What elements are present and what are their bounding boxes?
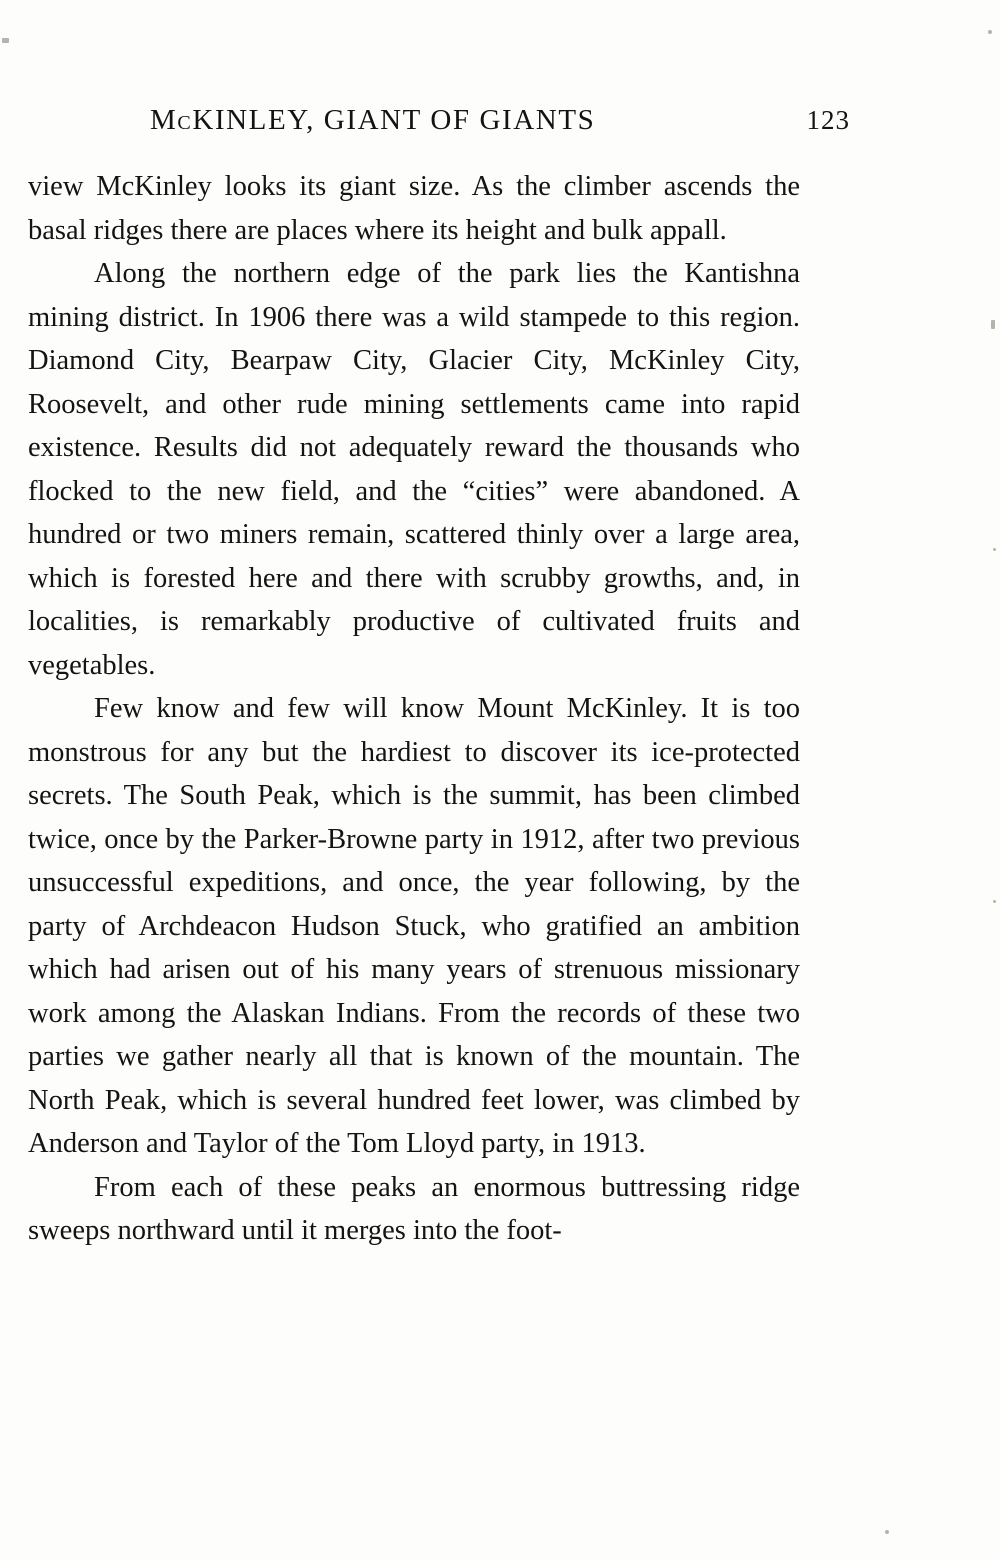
scan-artifact-mark [885, 1530, 889, 1534]
page-number: 123 [806, 105, 850, 135]
running-head [150, 104, 850, 137]
scan-artifact-mark [2, 38, 9, 43]
body-text [28, 165, 800, 1253]
scan-artifact-mark [991, 320, 995, 329]
scan-artifact-mark [993, 900, 996, 903]
page-title: McKINLEY, GIANT OF GIANTS [150, 104, 596, 136]
paragraph: Few know and few will know Mount McKinley. It is too monstrous for any but the hardiest to discover its ice-protected secrets. The South Peak, which is the summit, has been climbed twice, once by the Parker-Browne party in 1912, after two previous unsuccessful expeditions, and once, the year following, by the party of Archdeacon Hudson Stuck, who gratified an ambition which had arisen out of his many years of strenuous missionary work among the Alaskan Indians. From the records of these two parties we gather nearly all that is known of the mountain. The North Peak, which is several hundred feet lower, was climbed by Anderson and Taylor of the Tom Lloyd party, in 1913. [28, 693, 800, 1159]
scan-artifact-mark [993, 548, 996, 551]
paragraph: From each of these peaks an enormous buttressing ridge sweeps northward until it merges into the foot- [28, 1171, 800, 1246]
paragraph: Along the northern edge of the park lies the Kantishna mining district. In 1906 there was a wild stampede to this region. Diamond City, Bearpaw City, Glacier City, McKinley City, Roosevelt, and other rude mining settlements came into rapid existence. Results did not adequately reward the thousands who flocked to the new field, and the “cities” were abandoned. A hundred or two miners remain, scattered thinly over a large area, which is forested here and there with scrubby growths, and, in localities, is remarkably productive of cultivated fruits and vegetables. [28, 258, 800, 681]
scan-artifact-mark [988, 30, 992, 34]
paragraph: view McKinley looks its giant size. As the climber ascends the basal ridges there are places where its height and bulk appall. [28, 171, 800, 246]
